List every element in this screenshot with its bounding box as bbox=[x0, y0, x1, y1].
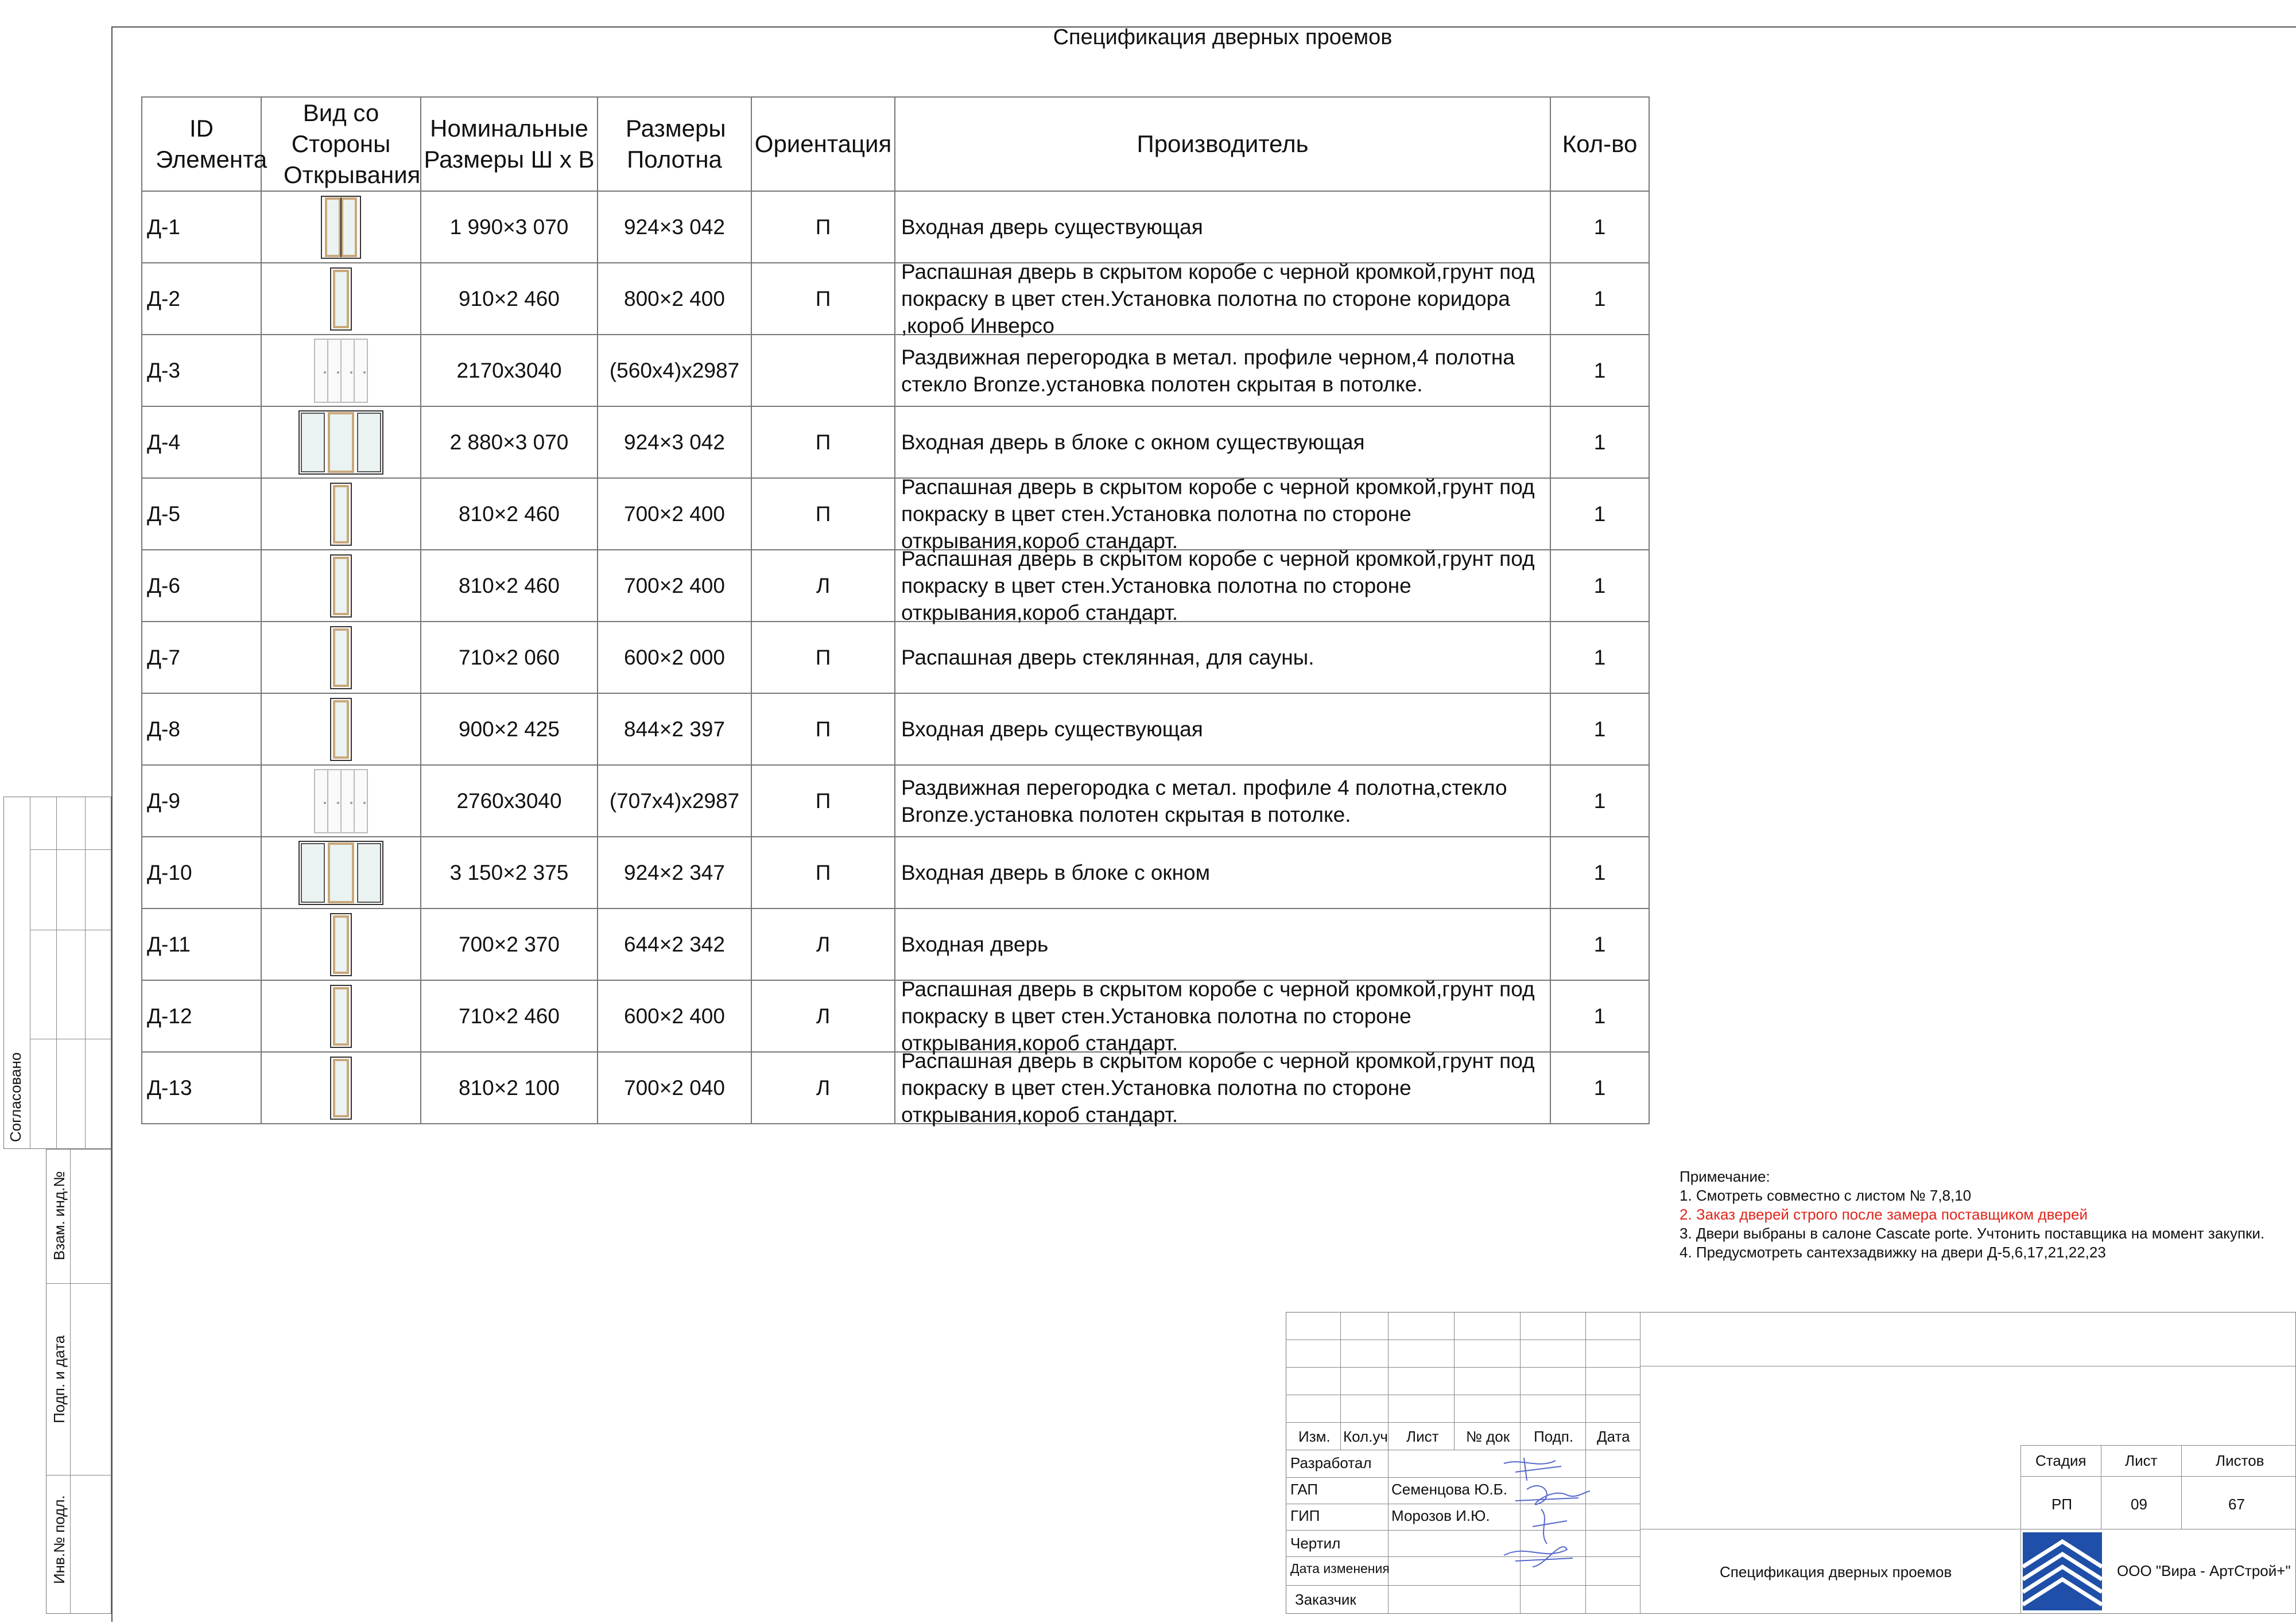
tb-role-developer: Разработал bbox=[1290, 1454, 1372, 1471]
cell-id: Д-9 bbox=[142, 765, 261, 837]
notes-heading: Примечание: bbox=[1680, 1168, 1770, 1185]
table-row bbox=[142, 478, 1649, 550]
tb-stage-label: Стадия bbox=[2035, 1452, 2086, 1469]
cell-manufacturer: Входная дверь существующая bbox=[895, 693, 1550, 765]
cell-orientation: П bbox=[751, 406, 895, 478]
table-row bbox=[142, 263, 1649, 335]
tb-stage-value: РП bbox=[2051, 1496, 2073, 1513]
cell-view bbox=[261, 478, 421, 550]
cell-view bbox=[261, 191, 421, 263]
note-item: 1. Смотреть совместно с листом № 7,8,10 bbox=[1680, 1187, 1972, 1204]
cell-leaf-size: 644×2 342 bbox=[598, 908, 751, 980]
door-with-window-icon bbox=[262, 410, 420, 475]
tb-gap-name: Семенцова Ю.Б. bbox=[1391, 1481, 1507, 1498]
cell-orientation: Л bbox=[751, 980, 895, 1052]
cell-orientation: П bbox=[751, 191, 895, 263]
tb-drawing-title: Спецификация дверных проемов bbox=[1720, 1563, 1952, 1581]
header-view: Вид со Стороны Открывания bbox=[261, 97, 421, 191]
cell-view bbox=[261, 622, 421, 693]
notes-block bbox=[1680, 1167, 2264, 1262]
cell-leaf-size: (560x4)x2987 bbox=[598, 335, 751, 406]
tb-col-sign: Подп. bbox=[1534, 1428, 1574, 1445]
tb-sheets-label: Листов bbox=[2216, 1452, 2264, 1469]
header-manufacturer: Производитель bbox=[895, 97, 1550, 191]
cell-view bbox=[261, 837, 421, 908]
table-row bbox=[142, 1052, 1649, 1124]
note-item-highlight: 2. Заказ дверей строго после замера поставщиком дверей bbox=[1680, 1206, 2088, 1223]
page-title: Спецификация дверных проемов bbox=[1053, 25, 1393, 49]
table-row bbox=[142, 550, 1649, 622]
cell-manufacturer: Распашная дверь в скрытом коробе с черной кромкой,грунт под покраску в цвет стен.Установка полотна по стороне открывания,короб стандарт. bbox=[895, 1052, 1550, 1124]
cell-manufacturer: Входная дверь в блоке с окном существующая bbox=[895, 406, 1550, 478]
single-door-icon bbox=[262, 554, 420, 618]
signature-image bbox=[1492, 1446, 1590, 1578]
single-door-icon bbox=[262, 697, 420, 762]
cell-id: Д-13 bbox=[142, 1052, 261, 1124]
header-leaf-size: Размеры Полотна bbox=[598, 97, 751, 191]
cell-qty: 1 bbox=[1550, 406, 1649, 478]
tb-gip-name: Морозов И.Ю. bbox=[1391, 1507, 1490, 1524]
tb-role-drafter: Чертил bbox=[1290, 1535, 1341, 1552]
cell-nominal: 3 150×2 375 bbox=[421, 837, 598, 908]
cell-qty: 1 bbox=[1550, 622, 1649, 693]
cell-id: Д-5 bbox=[142, 478, 261, 550]
cell-manufacturer: Распашная дверь в скрытом коробе с черной кромкой,грунт под покраску в цвет стен.Установка полотна по стороне открывания,короб стандарт. bbox=[895, 478, 1550, 550]
cell-orientation: П bbox=[751, 478, 895, 550]
table-row bbox=[142, 693, 1649, 765]
tb-col-izm: Изм. bbox=[1298, 1428, 1331, 1445]
cell-nominal: 910×2 460 bbox=[421, 263, 598, 335]
tb-col-date: Дата bbox=[1597, 1428, 1630, 1445]
cell-qty: 1 bbox=[1550, 765, 1649, 837]
cell-leaf-size: (707x4)x2987 bbox=[598, 765, 751, 837]
door-with-window-icon bbox=[262, 840, 420, 906]
tb-role-gip: ГИП bbox=[1290, 1507, 1320, 1524]
cell-manufacturer: Входная дверь bbox=[895, 908, 1550, 980]
cell-nominal: 900×2 425 bbox=[421, 693, 598, 765]
single-door-icon bbox=[262, 984, 420, 1049]
cell-nominal: 700×2 370 bbox=[421, 908, 598, 980]
table-row bbox=[142, 406, 1649, 478]
tb-company-name: ООО "Вира - АртСтрой+" bbox=[2117, 1562, 2291, 1579]
cell-manufacturer: Входная дверь в блоке с окном bbox=[895, 837, 1550, 908]
cell-id: Д-1 bbox=[142, 191, 261, 263]
cell-view bbox=[261, 980, 421, 1052]
table-row bbox=[142, 191, 1649, 263]
cell-id: Д-10 bbox=[142, 837, 261, 908]
cell-manufacturer: Распашная дверь стеклянная, для сауны. bbox=[895, 622, 1550, 693]
tb-col-kol: Кол.уч bbox=[1343, 1428, 1388, 1445]
header-nominal: Номинальные Размеры Ш х В bbox=[421, 97, 598, 191]
cell-id: Д-8 bbox=[142, 693, 261, 765]
cell-view bbox=[261, 550, 421, 622]
cell-leaf-size: 924×3 042 bbox=[598, 406, 751, 478]
cell-qty: 1 bbox=[1550, 837, 1649, 908]
cell-id: Д-4 bbox=[142, 406, 261, 478]
cell-view bbox=[261, 765, 421, 837]
cell-orientation: П bbox=[751, 837, 895, 908]
cell-view bbox=[261, 335, 421, 406]
cell-view bbox=[261, 908, 421, 980]
cell-orientation: Л bbox=[751, 550, 895, 622]
sliding-partition-icon bbox=[262, 338, 420, 403]
single-door-icon bbox=[262, 1056, 420, 1120]
cell-qty: 1 bbox=[1550, 478, 1649, 550]
table-row bbox=[142, 908, 1649, 980]
agreed-label: Согласовано bbox=[7, 1052, 24, 1142]
tb-sheet-label: Лист bbox=[2125, 1452, 2158, 1469]
header-orientation: Ориентация bbox=[751, 97, 895, 191]
cell-nominal: 1 990×3 070 bbox=[421, 191, 598, 263]
table-row bbox=[142, 837, 1649, 908]
cell-qty: 1 bbox=[1550, 191, 1649, 263]
cell-manufacturer: Распашная дверь в скрытом коробе с черной кромкой,грунт под покраску в цвет стен.Установка полотна по стороне коридора ,короб Инверсо bbox=[895, 263, 1550, 335]
single-door-icon bbox=[262, 267, 420, 331]
cell-id: Д-7 bbox=[142, 622, 261, 693]
cell-orientation: П bbox=[751, 765, 895, 837]
cell-manufacturer: Раздвижная перегородка с метал. профиле 4 полотна,стекло Bronze.установка полотен скрытая в потолке. bbox=[895, 765, 1550, 837]
note-item: 4. Предусмотреть сантехзадвижку на двери Д-5,6,17,21,22,23 bbox=[1680, 1244, 2106, 1261]
cell-id: Д-2 bbox=[142, 263, 261, 335]
tb-sheet-value: 09 bbox=[2131, 1496, 2147, 1513]
single-door-icon bbox=[262, 913, 420, 977]
cell-orientation bbox=[751, 335, 895, 406]
header-qty: Кол-во bbox=[1550, 97, 1649, 191]
double-door-icon bbox=[262, 195, 420, 259]
cell-orientation: Л bbox=[751, 908, 895, 980]
cell-leaf-size: 700×2 400 bbox=[598, 478, 751, 550]
table-header-row bbox=[142, 97, 1649, 191]
cell-qty: 1 bbox=[1550, 1052, 1649, 1124]
cell-nominal: 810×2 460 bbox=[421, 550, 598, 622]
table-row bbox=[142, 622, 1649, 693]
cell-qty: 1 bbox=[1550, 550, 1649, 622]
cell-view bbox=[261, 693, 421, 765]
cell-qty: 1 bbox=[1550, 335, 1649, 406]
cell-manufacturer: Распашная дверь в скрытом коробе с черной кромкой,грунт под покраску в цвет стен.Установка полотна по стороне открывания,короб стандарт. bbox=[895, 980, 1550, 1052]
cell-leaf-size: 600×2 000 bbox=[598, 622, 751, 693]
cell-view bbox=[261, 263, 421, 335]
cell-id: Д-12 bbox=[142, 980, 261, 1052]
table-row bbox=[142, 335, 1649, 406]
table-row bbox=[142, 980, 1649, 1052]
cell-manufacturer: Раздвижная перегородка в метал. профиле черном,4 полотна стекло Bronze.установка полотен скрытая в потолке. bbox=[895, 335, 1550, 406]
header-id: ID Элемента bbox=[142, 97, 261, 191]
cell-manufacturer: Входная дверь существующая bbox=[895, 191, 1550, 263]
company-logo-icon bbox=[2023, 1532, 2102, 1610]
cell-nominal: 810×2 460 bbox=[421, 478, 598, 550]
cell-qty: 1 bbox=[1550, 908, 1649, 980]
single-door-icon bbox=[262, 482, 420, 546]
cell-leaf-size: 700×2 040 bbox=[598, 1052, 751, 1124]
replace-inv-label: Взам. инд.№ bbox=[51, 1171, 68, 1260]
cell-leaf-size: 600×2 400 bbox=[598, 980, 751, 1052]
cell-qty: 1 bbox=[1550, 980, 1649, 1052]
note-item: 3. Двери выбраны в салоне Cascate porte. Учтонить поставщика на момент закупки. bbox=[1680, 1225, 2265, 1242]
tb-role-gap: ГАП bbox=[1290, 1481, 1318, 1498]
tb-col-doc: № док bbox=[1466, 1428, 1510, 1445]
cell-id: Д-6 bbox=[142, 550, 261, 622]
sliding-partition-icon bbox=[262, 768, 420, 834]
cell-orientation: П bbox=[751, 622, 895, 693]
cell-nominal: 710×2 060 bbox=[421, 622, 598, 693]
tb-role-change-date: Дата изменения bbox=[1290, 1561, 1390, 1576]
cell-view bbox=[261, 1052, 421, 1124]
cell-leaf-size: 924×2 347 bbox=[598, 837, 751, 908]
cell-leaf-size: 844×2 397 bbox=[598, 693, 751, 765]
table-row bbox=[142, 765, 1649, 837]
cell-qty: 1 bbox=[1550, 263, 1649, 335]
cell-nominal: 2760x3040 bbox=[421, 765, 598, 837]
inv-orig-label: Инв.№ подл. bbox=[51, 1495, 68, 1584]
cell-leaf-size: 700×2 400 bbox=[598, 550, 751, 622]
cell-id: Д-11 bbox=[142, 908, 261, 980]
tb-col-list: Лист bbox=[1406, 1428, 1439, 1445]
sign-date-label: Подп. и дата bbox=[51, 1335, 68, 1423]
cell-orientation: П bbox=[751, 693, 895, 765]
cell-orientation: Л bbox=[751, 1052, 895, 1124]
cell-manufacturer: Распашная дверь в скрытом коробе с черной кромкой,грунт под покраску в цвет стен.Установка полотна по стороне открывания,короб стандарт. bbox=[895, 550, 1550, 622]
cell-orientation: П bbox=[751, 263, 895, 335]
tb-role-customer: Заказчик bbox=[1295, 1591, 1356, 1608]
cell-qty: 1 bbox=[1550, 693, 1649, 765]
cell-leaf-size: 800×2 400 bbox=[598, 263, 751, 335]
cell-nominal: 2 880×3 070 bbox=[421, 406, 598, 478]
cell-nominal: 2170x3040 bbox=[421, 335, 598, 406]
door-spec-table bbox=[141, 96, 1650, 1127]
tb-sheets-value: 67 bbox=[2228, 1496, 2245, 1513]
cell-nominal: 810×2 100 bbox=[421, 1052, 598, 1124]
cell-id: Д-3 bbox=[142, 335, 261, 406]
single-door-icon bbox=[262, 626, 420, 690]
cell-view bbox=[261, 406, 421, 478]
cell-leaf-size: 924×3 042 bbox=[598, 191, 751, 263]
cell-nominal: 710×2 460 bbox=[421, 980, 598, 1052]
